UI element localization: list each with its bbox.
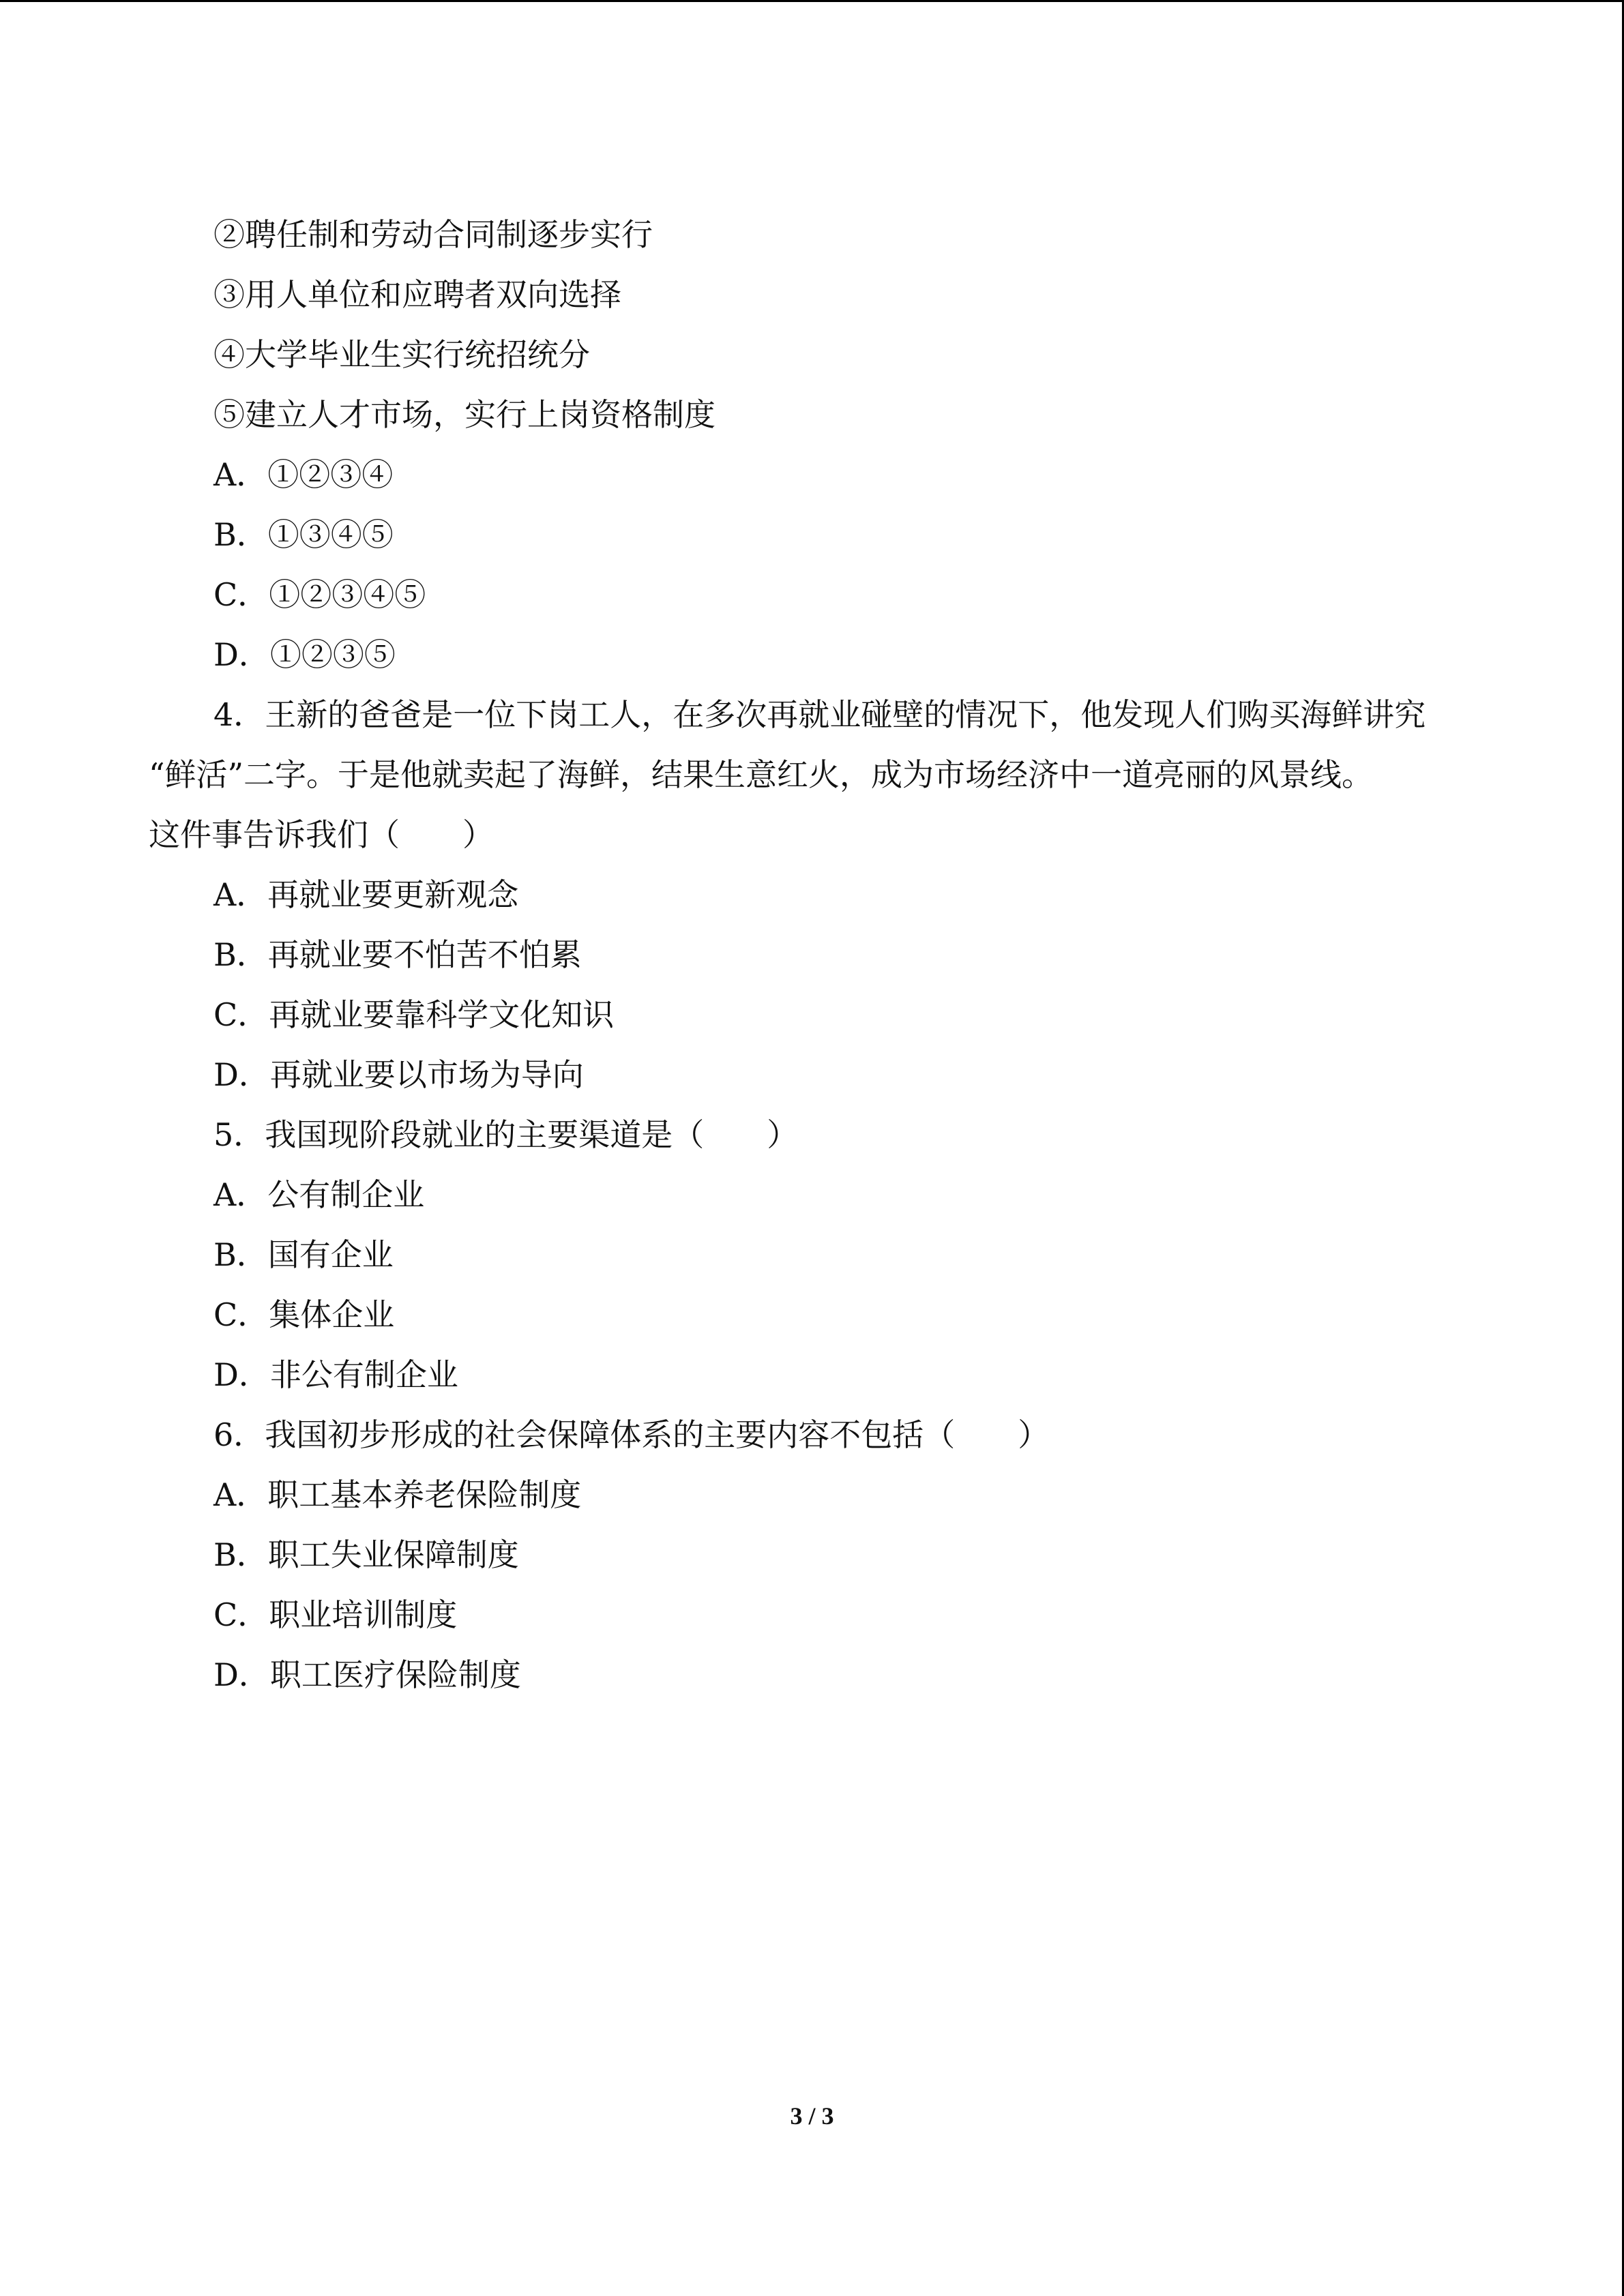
q6-question: 6．我国初步形成的社会保障体系的主要内容不包括（ ）: [213, 1416, 1050, 1453]
q6-option-a: A．职工基本养老保险制度: [213, 1476, 582, 1513]
q3-option-a: A．①②③④: [213, 456, 394, 493]
q3-item-4: ④大学毕业生实行统招统分: [213, 336, 590, 373]
q4-option-b: B．再就业要不怕苦不怕累: [213, 936, 582, 973]
q5-option-b: B．国有企业: [213, 1236, 394, 1273]
q3-item-2: ②聘任制和劳动合同制逐步实行: [213, 216, 653, 253]
q4-question-line-2: “鲜活”二字。于是他就卖起了海鲜，结果生意红火，成为市场经济中一道亮丽的风景线。: [149, 756, 1374, 793]
q5-question: 5．我国现阶段就业的主要渠道是（ ）: [213, 1116, 799, 1153]
q3-option-c: C．①②③④⑤: [213, 576, 426, 613]
q5-option-a: A．公有制企业: [213, 1176, 425, 1213]
q3-item-5: ⑤建立人才市场，实行上岗资格制度: [213, 396, 715, 433]
q6-option-c: C．职业培训制度: [213, 1596, 458, 1633]
document-body: [149, 205, 1486, 1705]
q5-option-d: D．非公有制企业: [213, 1356, 458, 1393]
q3-option-d: D．①②③⑤: [213, 636, 396, 673]
q3-option-b: B．①③④⑤: [213, 516, 394, 553]
q4-option-c: C．再就业要靠科学文化知识: [213, 996, 615, 1033]
q3-item-3: ③用人单位和应聘者双向选择: [213, 276, 621, 313]
q5-option-c: C．集体企业: [213, 1296, 395, 1333]
q4-question-line-1: 4．王新的爸爸是一位下岗工人，在多次再就业碰壁的情况下，他发现人们购买海鲜讲究: [213, 696, 1426, 733]
q4-option-d: D．再就业要以市场为导向: [213, 1056, 584, 1093]
q6-option-b: B．职工失业保障制度: [213, 1536, 519, 1573]
q4-question-line-3: 这件事告诉我们（ ）: [149, 816, 494, 853]
q4-option-a: A．再就业要更新观念: [213, 876, 519, 913]
page-top-border: [0, 0, 1624, 2]
q6-option-d: D．职工医疗保险制度: [213, 1656, 521, 1693]
page-number: 3 / 3: [790, 2102, 834, 2130]
